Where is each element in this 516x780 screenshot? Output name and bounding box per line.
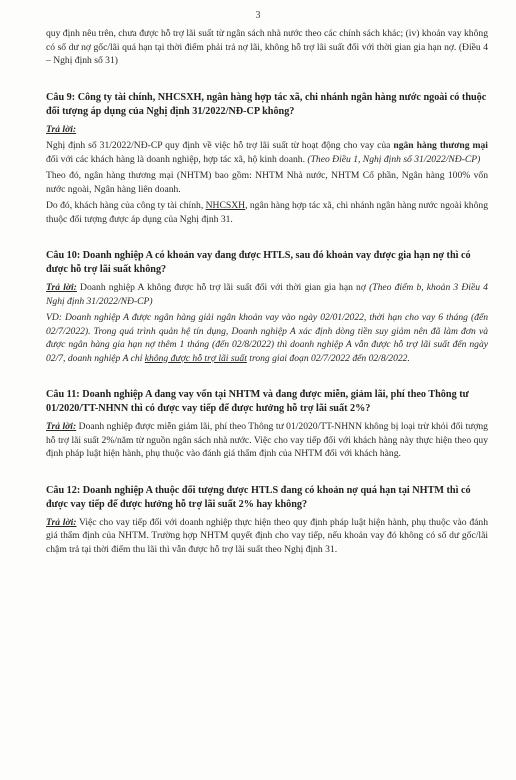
q10-answer (46, 281, 488, 308)
answer-label-9 (46, 123, 488, 137)
q9-p1-text-a: Nghị định số 31/2022/NĐ-CP quy định về việc hỗ trợ lãi suất từ hoạt động cho vay của (46, 140, 394, 151)
answer-label: Trả lời: (46, 282, 77, 293)
q10-reference: (Theo điểm b, khoản 3 Điều 4 Nghị định 31/2022/NĐ-CP) (46, 282, 488, 307)
q10-answer-text: Doanh nghiệp A không được hỗ trợ lãi suất đối với thời gian gia hạn nợ (76, 282, 366, 293)
q9-p1-text-c: đối với các khách hàng là doanh nghiệp, hợp tác xã, hộ kinh doanh. (46, 153, 308, 165)
answer-label: Trả lời: (46, 421, 77, 432)
question-10: Câu 10: Doanh nghiệp A có khoản vay đang được HTLS, sau đó khoản vay được gia hạn nợ thì có được hỗ trợ lãi suất không? (46, 250, 471, 275)
intro-paragraph: quy định nêu trên, chưa được hỗ trợ lãi suất từ ngân sách nhà nước theo các chính sách khác; (iv) khoản vay không có số dư nợ gốc/lãi quá hạn tại thời điểm phải trả nợ lãi, không hỗ trợ lãi suất đối với thời gian gia hạn nợ. (Điều 4 – Nghị định số 31) (46, 28, 488, 66)
q9-p3-underlined: NHCSXH (205, 200, 246, 211)
q9-paragraph-2: Theo đó, ngân hàng thương mại (NHTM) bao gồm: NHTM Nhà nước, NHTM Cổ phần, Ngân hàng 100% vốn nước ngoài, Ngân hàng liên doanh. (46, 170, 488, 195)
question-11: Câu 11: Doanh nghiệp A đang vay vốn tại NHTM và đang được miễn, giảm lãi, phí theo Thông tư 01/2020/TT-NHNN thì có được vay tiếp để được hưởng hỗ trợ lãi suất 2%? (46, 389, 469, 414)
q10-example-c: trong giai đoạn 02/7/2022 đến 02/8/2022. (246, 352, 410, 364)
page-number: 3 (255, 10, 261, 21)
q9-p3-text-a: Do đó, khách hàng của công ty tài chính, (46, 200, 206, 211)
q10-example-a: VD: Doanh nghiệp A được ngân hàng giải ngân khoản vay vào ngày 02/01/2022, thời hạn cho vay 6 tháng (đến 02/7/2022). Trong quá trình quản hệ tín dụng, Doanh nghiệp A xác định dòng tiền suy giảm nên đã làm đơn và được ngân hàng gia hạn nợ thêm 1 tháng (đến 02/8/2022) thì doanh nghiệp A vẫn được hỗ trợ lãi suất đến ngày 02/7, doanh nghiệp A chỉ (46, 312, 488, 364)
answer-label: Trả lời: (46, 516, 77, 528)
q9-p1-bold: ngân hàng thương mại (393, 140, 488, 151)
q9-p3-text-c: , ngân hàng hợp tác xã, chi nhánh ngân hàng nước ngoài không thuộc đối tượng được áp dụng của Nghị định 31. (46, 200, 488, 225)
page-content (46, 27, 488, 559)
question-9: Câu 9: Công ty tài chính, NHCSXH, ngân hàng hợp tác xã, chi nhánh ngân hàng nước ngoài có thuộc đối tượng áp dụng của Nghị định 31/2022/NĐ-CP không? (46, 91, 487, 117)
q9-p1-reference: (Theo Điều 1, Nghị định số 31/2022/NĐ-CP) (307, 153, 481, 165)
question-12: Câu 12: Doanh nghiệp A thuộc đối tượng được HTLS đang có khoản nợ quá hạn tại NHTM thì có được vay tiếp để được hưởng hỗ trợ lãi suất 2% hay không? (46, 484, 471, 510)
q9-paragraph-1 (46, 139, 488, 166)
q10-example-underlined: không được hỗ trợ lãi suất (144, 352, 247, 364)
q9-paragraph-3 (46, 199, 488, 226)
q11-answer (46, 420, 488, 461)
q11-answer-text: Doanh nghiệp được miễn giảm lãi, phí theo Thông tư 01/2020/TT-NHNN không bị loại trừ khỏi đối tượng hỗ trợ lãi suất 2%/năm từ nguồn ngân sách nhà nước. Việc cho vay tiếp đối với khách hàng này thực hiện theo quy định pháp luật hiện hành, phụ thuộc vào đánh giá thẩm định của NHTM đối với khách hàng. (46, 421, 488, 459)
q12-answer (46, 516, 488, 557)
q12-answer-text: Việc cho vay tiếp đối với doanh nghiệp thực hiện theo quy định pháp luật hiện hành, phụ thuộc vào đánh giá thẩm định của NHTM. Trường hợp NHTM quyết định cho vay tiếp, nếu khoản vay đó không có số dư gốc/lãi chậm trả tại thời điểm thu lãi thì vẫn được hỗ trợ lãi suất theo Nghị định 31. (46, 516, 488, 555)
q10-example (46, 311, 488, 365)
answer-label: Trả lời: (46, 123, 77, 135)
